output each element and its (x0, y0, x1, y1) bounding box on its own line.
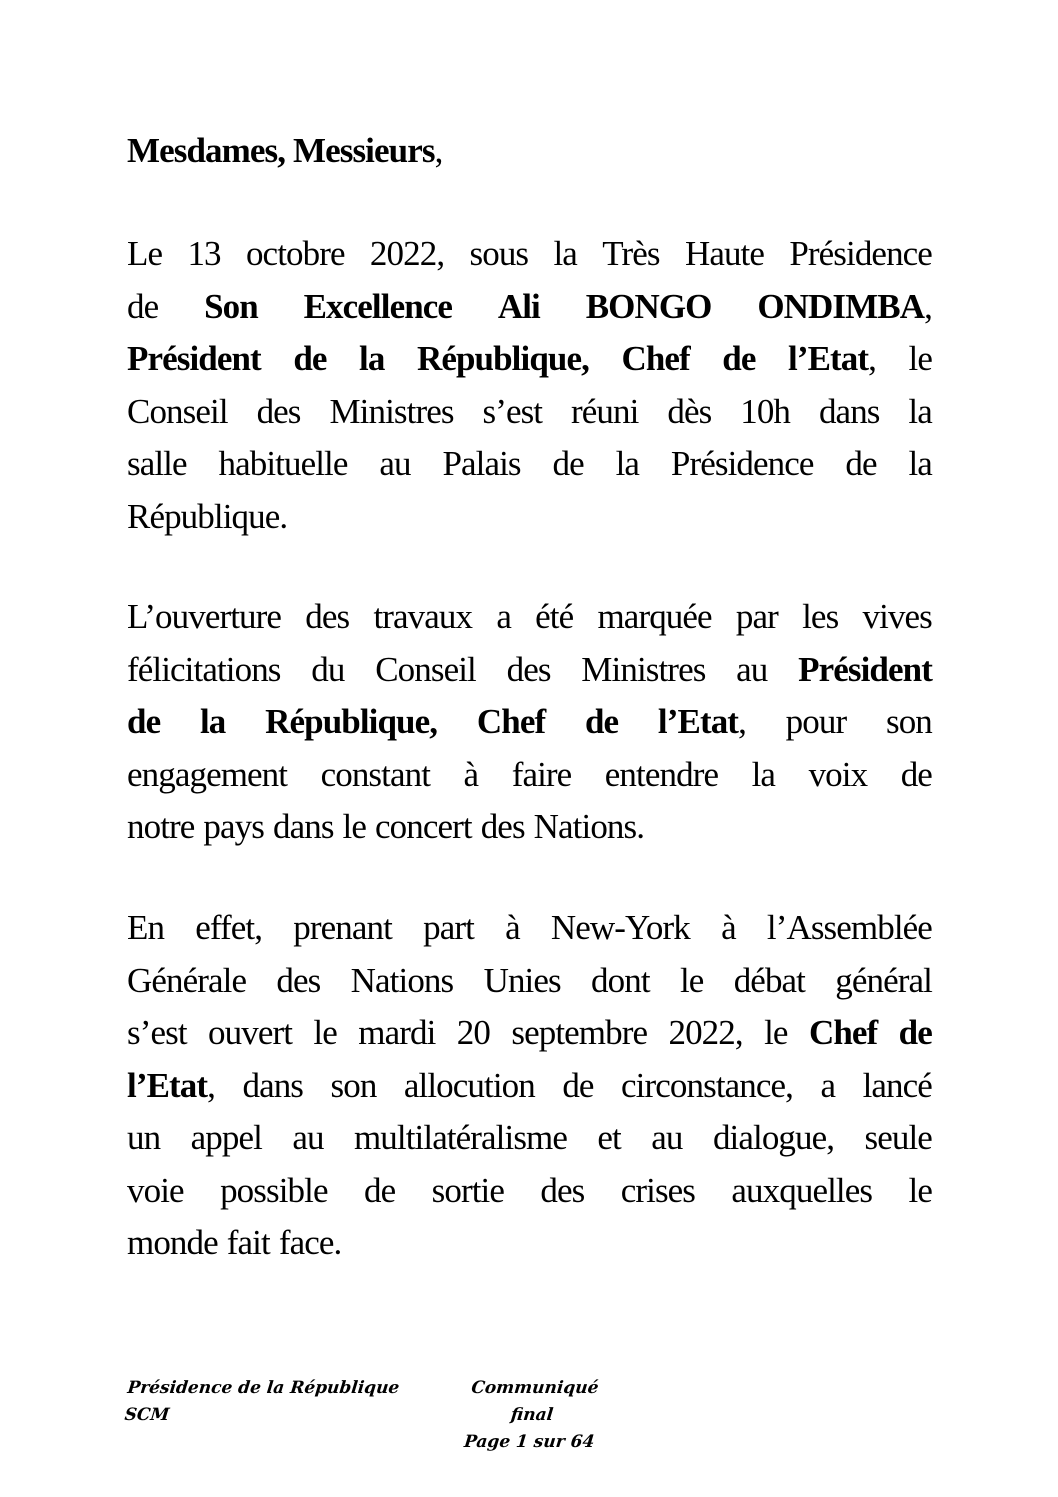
word: septembre (511, 1013, 648, 1052)
word: voie (127, 1170, 184, 1210)
word: effet, (195, 908, 263, 947)
footer-document-title: Communiqué final (470, 1378, 600, 1425)
word: le (313, 1013, 337, 1052)
footer-issuer: Présidence de la République (126, 1378, 401, 1398)
word: débat (733, 960, 805, 1000)
word: a (496, 597, 511, 636)
word: En (127, 908, 165, 947)
word: dialogue, (712, 1118, 835, 1157)
word: le (908, 1170, 932, 1210)
word: Conseil (127, 391, 228, 431)
greeting-comma: , (434, 131, 443, 170)
word: République, (416, 339, 589, 378)
word: Nations (350, 960, 454, 1000)
word: pour (785, 702, 847, 741)
word: s’est (127, 1013, 187, 1052)
word: auxquelles (731, 1170, 873, 1210)
word: de (845, 444, 877, 483)
word: vives (862, 597, 932, 636)
word: la (359, 339, 385, 378)
word: dans (818, 391, 880, 431)
word: multilatéralisme (353, 1118, 568, 1157)
word: 2022, (369, 234, 445, 273)
word: L’ouverture (127, 597, 282, 636)
word: dont (591, 960, 650, 1000)
word: de (722, 339, 756, 378)
word: prenant (293, 908, 392, 947)
word: du (311, 649, 345, 689)
word: Ministres (329, 391, 454, 431)
word: habituelle (218, 444, 348, 483)
text-line (127, 749, 932, 802)
word: Conseil (375, 649, 476, 689)
paragraph-1 (127, 228, 932, 543)
word: allocution (403, 1065, 535, 1105)
word: des (480, 807, 525, 846)
word: travaux (373, 597, 473, 636)
word: Chef (621, 339, 690, 378)
word: concert (375, 807, 472, 846)
word: au (292, 1118, 324, 1157)
word: engagement (127, 754, 288, 794)
text-line (127, 386, 932, 439)
word: de (552, 444, 584, 483)
word: République. (127, 496, 288, 536)
word: voix (808, 754, 868, 794)
footer-left (123, 1375, 400, 1429)
word: à (463, 754, 479, 794)
word: l’Assemblée (766, 908, 932, 947)
word: l’Etat, (127, 1065, 215, 1105)
word: Palais (442, 444, 521, 483)
word: Très (602, 234, 660, 273)
word: au (379, 444, 411, 483)
word: dès (667, 391, 712, 431)
word: 13 (187, 234, 221, 273)
word: et (597, 1118, 621, 1157)
word: Chef (808, 1013, 878, 1052)
word: l’Etat, (788, 339, 876, 378)
word: des (305, 597, 350, 636)
text-line (127, 955, 932, 1008)
paragraph-3 (127, 902, 932, 1270)
word: Ministres (581, 649, 706, 689)
word: a (820, 1065, 836, 1105)
word: marquée (597, 597, 712, 636)
word: notre (127, 807, 195, 846)
word: dans (272, 807, 334, 846)
word: le (342, 807, 367, 846)
word: 2022, (668, 1013, 743, 1052)
word: les (802, 597, 839, 636)
word: sous (469, 234, 529, 273)
word: été (535, 597, 574, 636)
word: crises (620, 1170, 696, 1210)
word: des (256, 391, 301, 431)
text-line (127, 801, 932, 854)
text-line (127, 644, 932, 697)
word: Le (127, 234, 163, 273)
word: part (423, 908, 474, 947)
word: de (584, 702, 619, 741)
word: la (908, 444, 932, 483)
word: à (505, 908, 520, 947)
word: salle (127, 444, 187, 483)
word: la (615, 444, 640, 483)
word: pays (203, 807, 264, 846)
word: un (127, 1118, 161, 1157)
word: des (276, 960, 321, 1000)
word: de (127, 286, 159, 326)
word: de (898, 1013, 932, 1052)
word: appel (190, 1118, 262, 1157)
word: la (553, 234, 577, 273)
word: à (721, 908, 736, 947)
word: République, (265, 702, 438, 741)
word: 20 (456, 1013, 490, 1052)
paragraph-2 (127, 591, 932, 854)
word: Présidence (670, 444, 814, 483)
word: possible (220, 1170, 328, 1210)
word: Ali (497, 286, 540, 326)
text-line (127, 696, 932, 749)
word: au (736, 649, 768, 689)
word: Son (204, 286, 258, 326)
word: au (651, 1118, 683, 1157)
word: dans (242, 1065, 304, 1105)
word: de (293, 339, 327, 378)
word: par (735, 597, 778, 636)
word: réuni (571, 391, 639, 431)
text-line (127, 591, 932, 644)
word: Nations. (533, 807, 645, 846)
word: mardi (358, 1013, 436, 1052)
text-line (127, 1165, 932, 1218)
word: sortie (431, 1170, 504, 1210)
word: général (835, 960, 932, 1000)
greeting-text: Mesdames, Messieurs (127, 131, 435, 170)
text-line (127, 281, 932, 334)
word: félicitations (127, 649, 281, 689)
text-line (127, 1217, 932, 1270)
word: BONGO (585, 286, 712, 326)
word: de (127, 702, 161, 741)
word: la (751, 754, 776, 794)
word: ouvert (208, 1013, 293, 1052)
word: New-York (550, 908, 690, 947)
word: le (764, 1013, 788, 1052)
word: octobre (245, 234, 345, 273)
word: de (562, 1065, 594, 1105)
footer-department: SCM (123, 1405, 171, 1425)
text-line (127, 1060, 932, 1113)
word: son (885, 702, 932, 741)
word: Unies (483, 960, 561, 1000)
word: fait (226, 1223, 270, 1262)
footer-right (448, 1375, 617, 1456)
text-line (127, 902, 932, 955)
word: ONDIMBA, (757, 286, 932, 326)
word: circonstance, (621, 1065, 793, 1105)
text-line (127, 333, 932, 386)
word: des (540, 1170, 585, 1210)
text-line (127, 438, 932, 491)
word: Chef (476, 702, 546, 741)
word: 10h (740, 391, 791, 431)
word: seule (864, 1118, 932, 1157)
text-line (127, 1007, 932, 1060)
text-line (127, 491, 932, 544)
word: entendre (604, 754, 719, 794)
word: face. (278, 1223, 342, 1262)
word: Présidence (789, 234, 932, 273)
footer-page-number: Page 1 sur 64 (463, 1432, 596, 1452)
text-line (127, 228, 932, 281)
word: le (908, 339, 932, 378)
word: l’Etat, (657, 702, 746, 741)
word: faire (511, 754, 572, 794)
word: Président (127, 339, 261, 378)
word: Excellence (303, 286, 453, 326)
greeting (127, 125, 932, 178)
word: le (679, 960, 704, 1000)
word: des (506, 649, 551, 689)
word: Président (798, 649, 932, 689)
word: monde (127, 1223, 218, 1262)
word: la (908, 391, 932, 431)
word: constant (320, 754, 431, 794)
word: Générale (127, 960, 247, 1000)
word: son (330, 1065, 377, 1105)
word: lancé (862, 1065, 932, 1105)
word: la (199, 702, 226, 741)
word: s’est (482, 391, 543, 431)
word: de (363, 1170, 396, 1210)
word: Haute (684, 234, 765, 273)
text-line (127, 1112, 932, 1165)
word: de (900, 754, 932, 794)
